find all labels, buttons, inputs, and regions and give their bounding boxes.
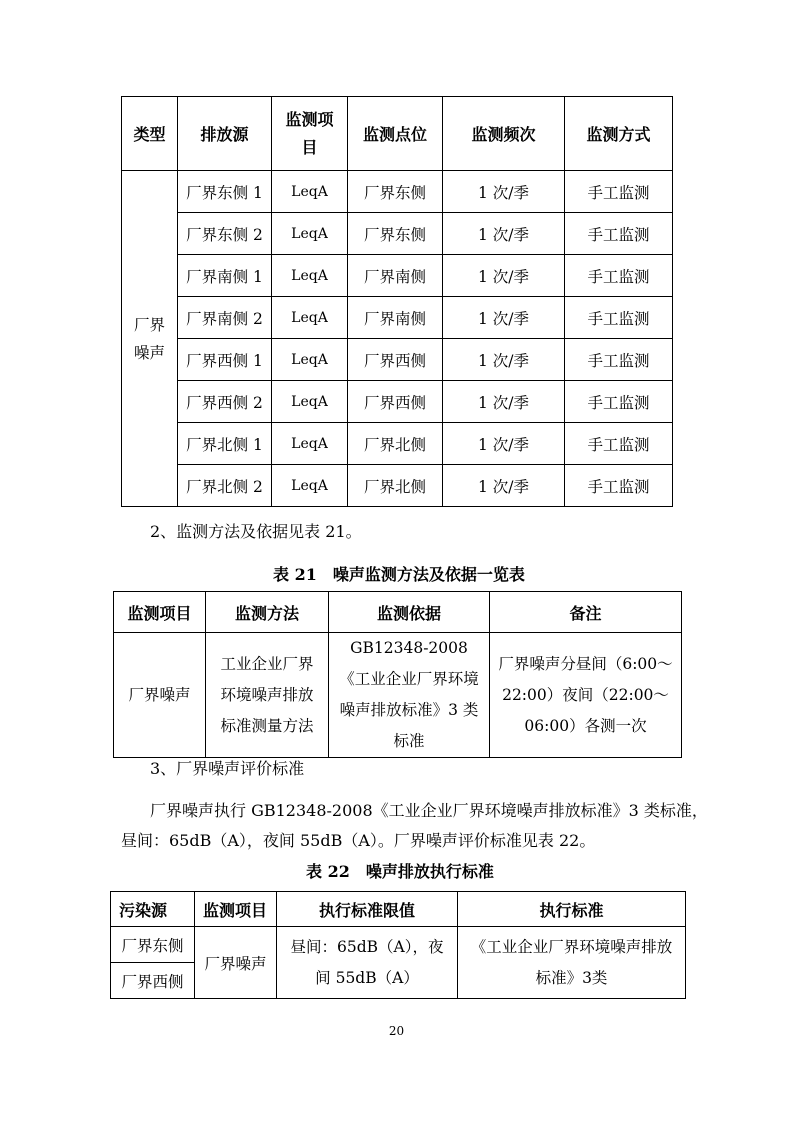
header-standard: 执行标准 — [458, 892, 686, 927]
table-header-row — [122, 97, 673, 171]
header-point: 监测点位 — [348, 97, 443, 171]
paragraph-standard-heading: 3、厂界噪声评价标准 — [150, 759, 305, 778]
basis-cell: GB12348-2008《工业企业厂界环境噪声排放标准》3 类标准 — [329, 633, 490, 758]
method-cell: 手工监测 — [565, 381, 673, 423]
header-pollution-source: 污染源 — [111, 892, 195, 927]
frequency-cell: 1 次/季 — [443, 255, 565, 297]
header-item: 监测项目 — [272, 97, 348, 171]
paragraph-method-reference: 2、监测方法及依据见表 21。 — [150, 522, 362, 541]
standard-cell: 《工业企业厂界环境噪声排放标准》3类 — [458, 927, 686, 999]
item-cell: 厂界噪声 — [114, 633, 206, 758]
header-source: 排放源 — [178, 97, 272, 171]
frequency-cell: 1 次/季 — [443, 171, 565, 213]
point-cell: 厂界南侧 — [348, 255, 443, 297]
header-item: 监测项目 — [114, 592, 206, 633]
table-row — [122, 465, 673, 507]
item-cell: 厂界噪声 — [195, 927, 277, 999]
header-frequency: 监测频次 — [443, 97, 565, 171]
limit-cell: 昼间：65dB（A），夜间 55dB（A） — [277, 927, 458, 999]
source-cell: 厂界西侧 1 — [178, 339, 272, 381]
table-row — [122, 381, 673, 423]
frequency-cell: 1 次/季 — [443, 339, 565, 381]
source-cell: 厂界东侧 — [111, 927, 195, 963]
point-cell: 厂界东侧 — [348, 213, 443, 255]
monitoring-method-table — [113, 591, 682, 758]
table-21-caption: 表 21 噪声监测方法及依据一览表 — [273, 565, 525, 584]
point-cell: 厂界南侧 — [348, 297, 443, 339]
table-row — [122, 255, 673, 297]
method-cell: 手工监测 — [565, 465, 673, 507]
header-type: 类型 — [122, 97, 178, 171]
point-cell: 厂界西侧 — [348, 339, 443, 381]
method-cell: 手工监测 — [565, 297, 673, 339]
frequency-cell: 1 次/季 — [443, 297, 565, 339]
emission-standard-table — [110, 891, 686, 999]
item-cell: LeqA — [272, 423, 348, 465]
frequency-cell: 1 次/季 — [443, 213, 565, 255]
point-cell: 厂界东侧 — [348, 171, 443, 213]
source-cell: 厂界北侧 2 — [178, 465, 272, 507]
type-cell: 厂界噪声 — [122, 171, 178, 507]
item-cell: LeqA — [272, 297, 348, 339]
table-row — [122, 213, 673, 255]
header-item: 监测项目 — [195, 892, 277, 927]
item-cell: LeqA — [272, 171, 348, 213]
method-cell: 手工监测 — [565, 213, 673, 255]
method-cell: 手工监测 — [565, 423, 673, 465]
source-cell: 厂界南侧 1 — [178, 255, 272, 297]
item-cell: LeqA — [272, 339, 348, 381]
item-cell: LeqA — [272, 213, 348, 255]
header-remark: 备注 — [490, 592, 682, 633]
source-cell: 厂界南侧 2 — [178, 297, 272, 339]
table-row — [111, 927, 686, 963]
method-cell: 手工监测 — [565, 171, 673, 213]
table-row — [122, 297, 673, 339]
table-22-caption: 表 22 噪声排放执行标准 — [306, 862, 494, 881]
table-header-row — [114, 592, 682, 633]
item-cell: LeqA — [272, 465, 348, 507]
table-header-row — [111, 892, 686, 927]
header-method: 监测方式 — [565, 97, 673, 171]
table-row — [122, 423, 673, 465]
monitoring-plan-body — [122, 171, 673, 507]
table-row — [114, 633, 682, 758]
header-basis: 监测依据 — [329, 592, 490, 633]
source-cell: 厂界东侧 1 — [178, 171, 272, 213]
method-cell: 工业企业厂界环境噪声排放标准测量方法 — [206, 633, 329, 758]
table-row — [122, 339, 673, 381]
remark-cell: 厂界噪声分昼间（6:00～22:00）夜间（22:00～06:00）各测一次 — [490, 633, 682, 758]
header-method: 监测方法 — [206, 592, 329, 633]
source-cell: 厂界西侧 2 — [178, 381, 272, 423]
point-cell: 厂界西侧 — [348, 381, 443, 423]
source-cell: 厂界东侧 2 — [178, 213, 272, 255]
frequency-cell: 1 次/季 — [443, 423, 565, 465]
item-cell: LeqA — [272, 381, 348, 423]
monitoring-plan-table — [121, 96, 673, 507]
page-number: 20 — [388, 1024, 405, 1038]
paragraph-standard-line-2: 昼间：65dB（A），夜间 55dB（A）。厂界噪声评价标准见表 22。 — [121, 831, 596, 850]
frequency-cell: 1 次/季 — [443, 465, 565, 507]
table-row — [122, 171, 673, 213]
method-cell: 手工监测 — [565, 255, 673, 297]
frequency-cell: 1 次/季 — [443, 381, 565, 423]
source-cell: 厂界西侧 — [111, 963, 195, 999]
source-cell: 厂界北侧 1 — [178, 423, 272, 465]
item-cell: LeqA — [272, 255, 348, 297]
header-limit: 执行标准限值 — [277, 892, 458, 927]
point-cell: 厂界北侧 — [348, 423, 443, 465]
method-cell: 手工监测 — [565, 339, 673, 381]
point-cell: 厂界北侧 — [348, 465, 443, 507]
paragraph-standard-line-1: 厂界噪声执行 GB12348-2008《工业企业厂界环境噪声排放标准》3 类标准， — [150, 801, 708, 820]
